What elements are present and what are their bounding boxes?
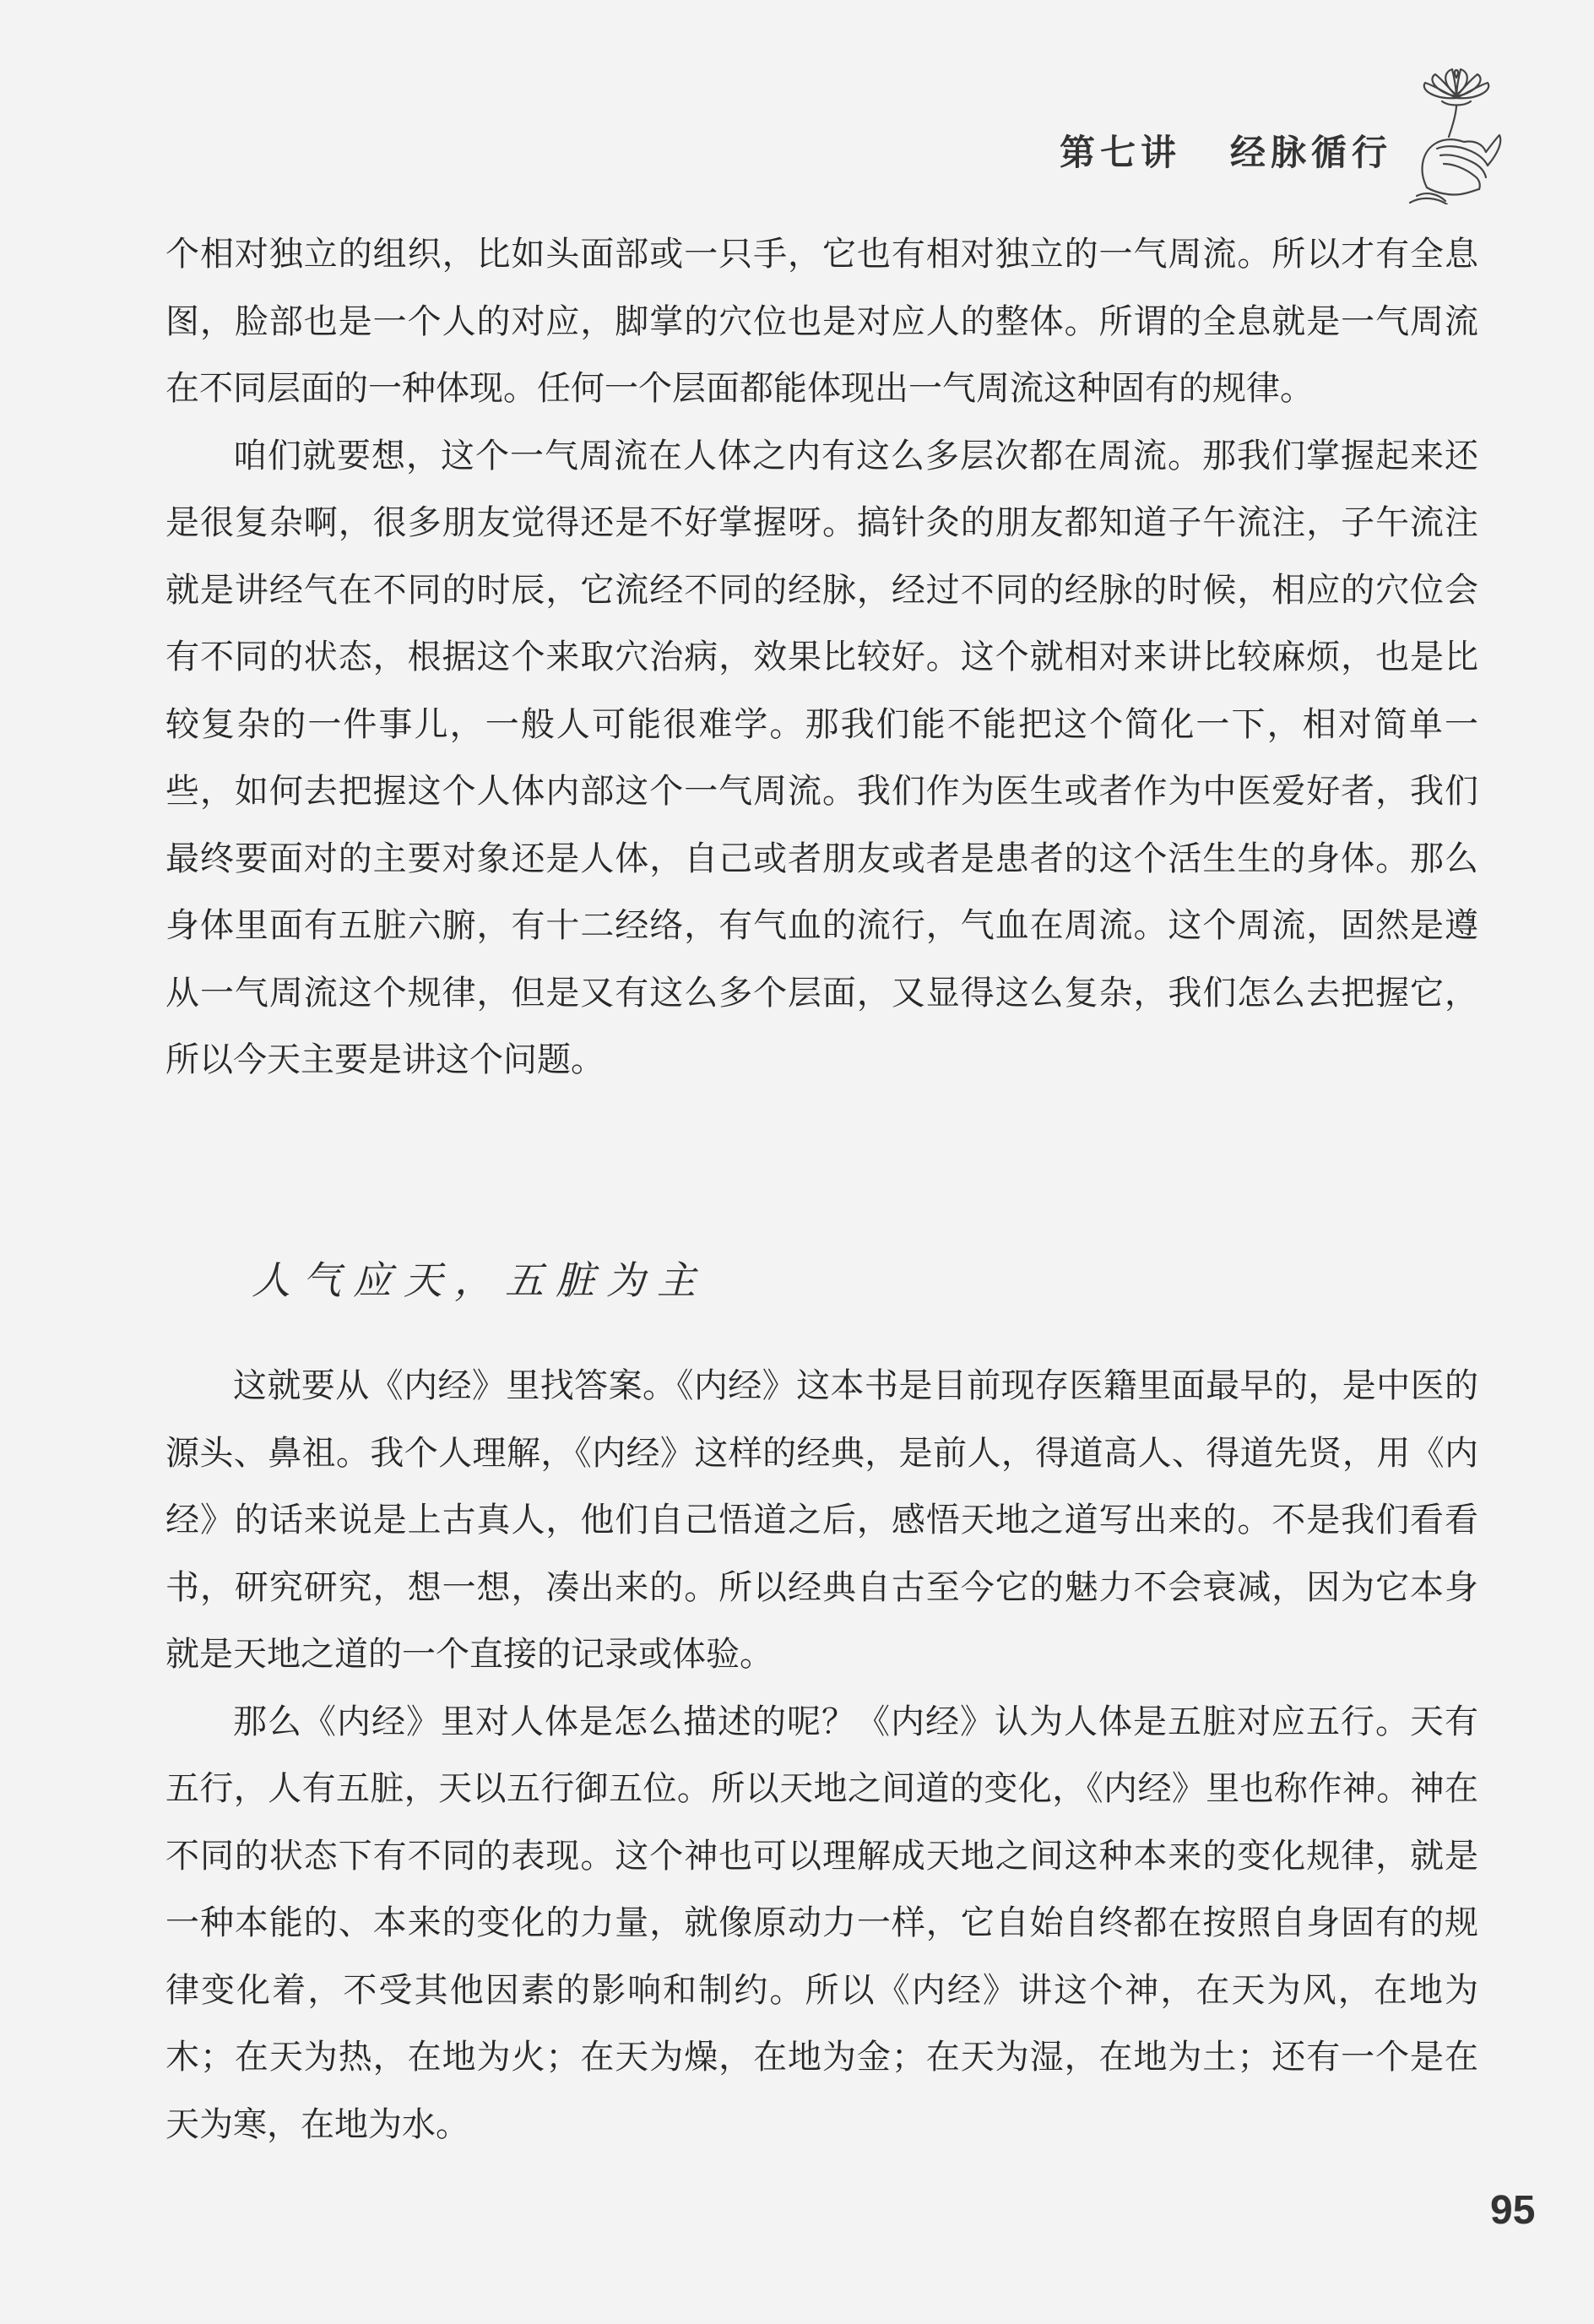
running-header [1060, 125, 1392, 176]
section-heading: 人气应天，五脏为主 [252, 1257, 708, 1303]
body-section-1 [165, 221, 1478, 1094]
chapter-label: 第七讲 [1060, 132, 1182, 173]
lotus-hand-icon [1393, 61, 1520, 204]
chapter-title: 经脉循行 [1230, 132, 1393, 173]
paragraph: 那么《内经》里对人体是怎么描述的呢？《内经》认为人体是五脏对应五行。天有五行，人有五脏，天以五行御五位。所以天地之间道的变化，《内经》里也称作神。神在不同的状态下有不同的表现。这个神也可以理解成天地之间这种本来的变化规律，就是一种本能的、本来的变化的力量，就像原动力一样，它自始自终都在按照自身固有的规律变化着，不受其他因素的影响和制约。所以《内经》讲这个神，在天为风，在地为木；在天为热，在地为火；在天为燥，在地为金；在天为湿，在地为土；还有一个是在天为寒，在地为水。 [165, 1702, 1478, 2144]
page-number: 95 [1490, 2188, 1536, 2233]
paragraph: 咱们就要想，这个一气周流在人体之内有这么多层次都在周流。那我们掌握起来还是很复杂啊，很多朋友觉得还是不好掌握呀。搞针灸的朋友都知道子午流注，子午流注就是讲经气在不同的时辰，它流经不同的经脉，经过不同的经脉的时候，相应的穴位会有不同的状态，根据这个来取穴治病，效果比较好。这个就相对来讲比较麻烦，也是比较复杂的一件事儿，一般人可能很难学。那我们能不能把这个简化一下，相对简单一些，如何去把握这个人体内部这个一气周流。我们作为医生或者作为中医爱好者，我们最终要面对的主要对象还是人体，自己或者朋友或者是患者的这个活生生的身体。那么身体里面有五脏六腑，有十二经络，有气血的流行，气血在周流。这个周流，固然是遵从一气周流这个规律，但是又有这么多个层面，又显得这么复杂，我们怎么去把握它，所以今天主要是讲这个问题。 [165, 436, 1478, 1079]
paragraph: 这就要从《内经》里找答案。《内经》这本书是目前现存医籍里面最早的，是中医的源头、鼻祖。我个人理解，《内经》这样的经典，是前人，得道高人、得道先贤，用《内经》的话来说是上古真人，他们自己悟道之后，感悟天地之道写出来的。不是我们看看书，研究研究，想一想，凑出来的。所以经典自古至今它的魅力不会衰减，因为它本身就是天地之道的一个直接的记录或体验。 [165, 1366, 1478, 1674]
paragraph: 个相对独立的组织，比如头面部或一只手，它也有相对独立的一气周流。所以才有全息图，脸部也是一个人的对应，脚掌的穴位也是对应人的整体。所谓的全息就是一气周流在不同层面的一种体现。任何一个层面都能体现出一气周流这种固有的规律。 [165, 235, 1478, 408]
body-section-2 [165, 1353, 1478, 2158]
